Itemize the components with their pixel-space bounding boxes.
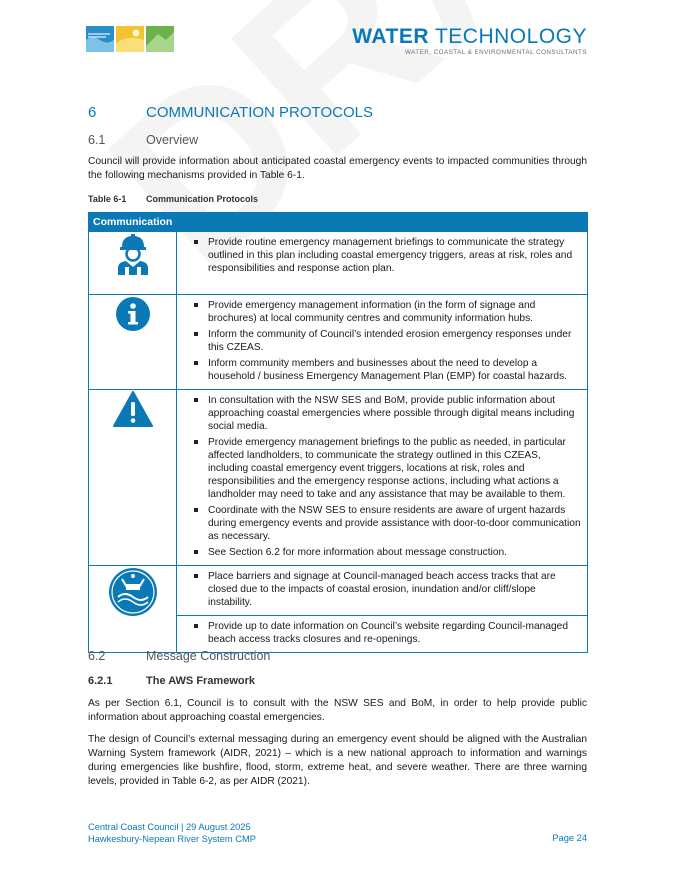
overview-paragraph: Council will provide information about anticipated coastal emergency events to impacted communities through the following mechanisms provided in Table 6-1. — [88, 156, 587, 181]
footer-document-title: Hawkesbury-Nepean River System CMP — [88, 834, 256, 844]
table-row — [89, 390, 588, 566]
icon-cell — [89, 390, 177, 566]
list-item: Provide emergency management briefings to the public as needed, in particular affected landholders, to communicate the strategy outlined in this CZEAS, including coastal emergency event triggers, locations at risk, roles and responsibilities and the emergency response actions, including what actions a landholder may need to take and any assistance that may be available to them. — [208, 436, 581, 501]
table-header: Communication — [89, 213, 588, 232]
section-6-2-heading: 6.2 Message Construction — [88, 649, 271, 663]
list-item: Place barriers and signage at Council-managed beach access tracks that are closed due to the impacts of coastal erosion, inundation and/or cliff/slope instability. — [208, 570, 581, 609]
icon-cell — [89, 232, 177, 295]
icon-cell — [89, 566, 177, 653]
emergency-worker-icon — [116, 233, 150, 275]
information-icon — [115, 296, 151, 332]
communication-protocols-table — [88, 212, 588, 653]
section-6-heading: 6 COMMUNICATION PROTOCOLS — [88, 104, 373, 121]
water-technology-brand — [352, 26, 587, 56]
list-item: Provide routine emergency management briefings to communicate the strategy outlined in this plan including coastal emergency triggers, areas at risk, roles and responsibilities and response action plan. — [208, 236, 581, 275]
list-item: Coordinate with the NSW SES to ensure residents are aware of urgent hazards during emergency events and provide assistance with door-to-door communication as necessary. — [208, 505, 581, 542]
list-item: See Section 6.2 for more information about message construction. — [208, 546, 581, 559]
warning-icon — [113, 391, 153, 427]
table-row — [89, 566, 588, 616]
section-6-2-1-heading: 6.2.1 The AWS Framework — [88, 675, 256, 687]
footer — [88, 821, 256, 845]
list-item: Inform the community of Council’s intended erosion emergency responses under this CZEAS. — [208, 328, 581, 354]
footer-council-date: Central Coast Council | 29 August 2025 — [88, 822, 251, 832]
beach-access-sign-icon — [108, 567, 158, 617]
list-item: In consultation with the NSW SES and BoM, provide public information about approaching coastal emergencies where possible through digital means including social media. — [208, 394, 581, 433]
list-item: Provide up to date information on Council’s website regarding Council-managed beach access tracks closures and re-openings. — [208, 620, 581, 646]
brand-name: WATER TECHNOLOGY — [352, 25, 587, 48]
table-caption: Table 6-1 Communication Protocols — [88, 194, 259, 204]
aws-paragraph-2: The design of Council’s external messaging during an emergency event should be aligned with the Australian Warning System framework (AIDR, 2021) – which is a new national approach to information and warnings during emergencies like bushfire, flood, storm, extreme heat, and severe weather. There are three warning levels, provided in Table 6-2, as per AIDR (2021). — [88, 734, 587, 787]
page-number: Page 24 — [552, 833, 587, 843]
list-item: Provide emergency management information (in the form of signage and brochures) at local community centres and community information hubs. — [208, 299, 581, 325]
council-logo — [86, 26, 174, 52]
table-row — [89, 295, 588, 390]
icon-cell — [89, 295, 177, 390]
table-row — [89, 232, 588, 295]
list-item: Inform community members and businesses about the need to develop a household / business Emergency Management Plan (EMP) for coastal hazards. — [208, 357, 581, 383]
aws-paragraph-1: As per Section 6.1, Council is to consult with the NSW SES and BoM, in order to help provide public information about approaching coastal emergencies. — [88, 698, 587, 723]
section-6-1-heading: 6.1 Overview — [88, 133, 199, 147]
brand-tagline: WATER, COASTAL & ENVIRONMENTAL CONSULTANTS — [404, 49, 587, 56]
